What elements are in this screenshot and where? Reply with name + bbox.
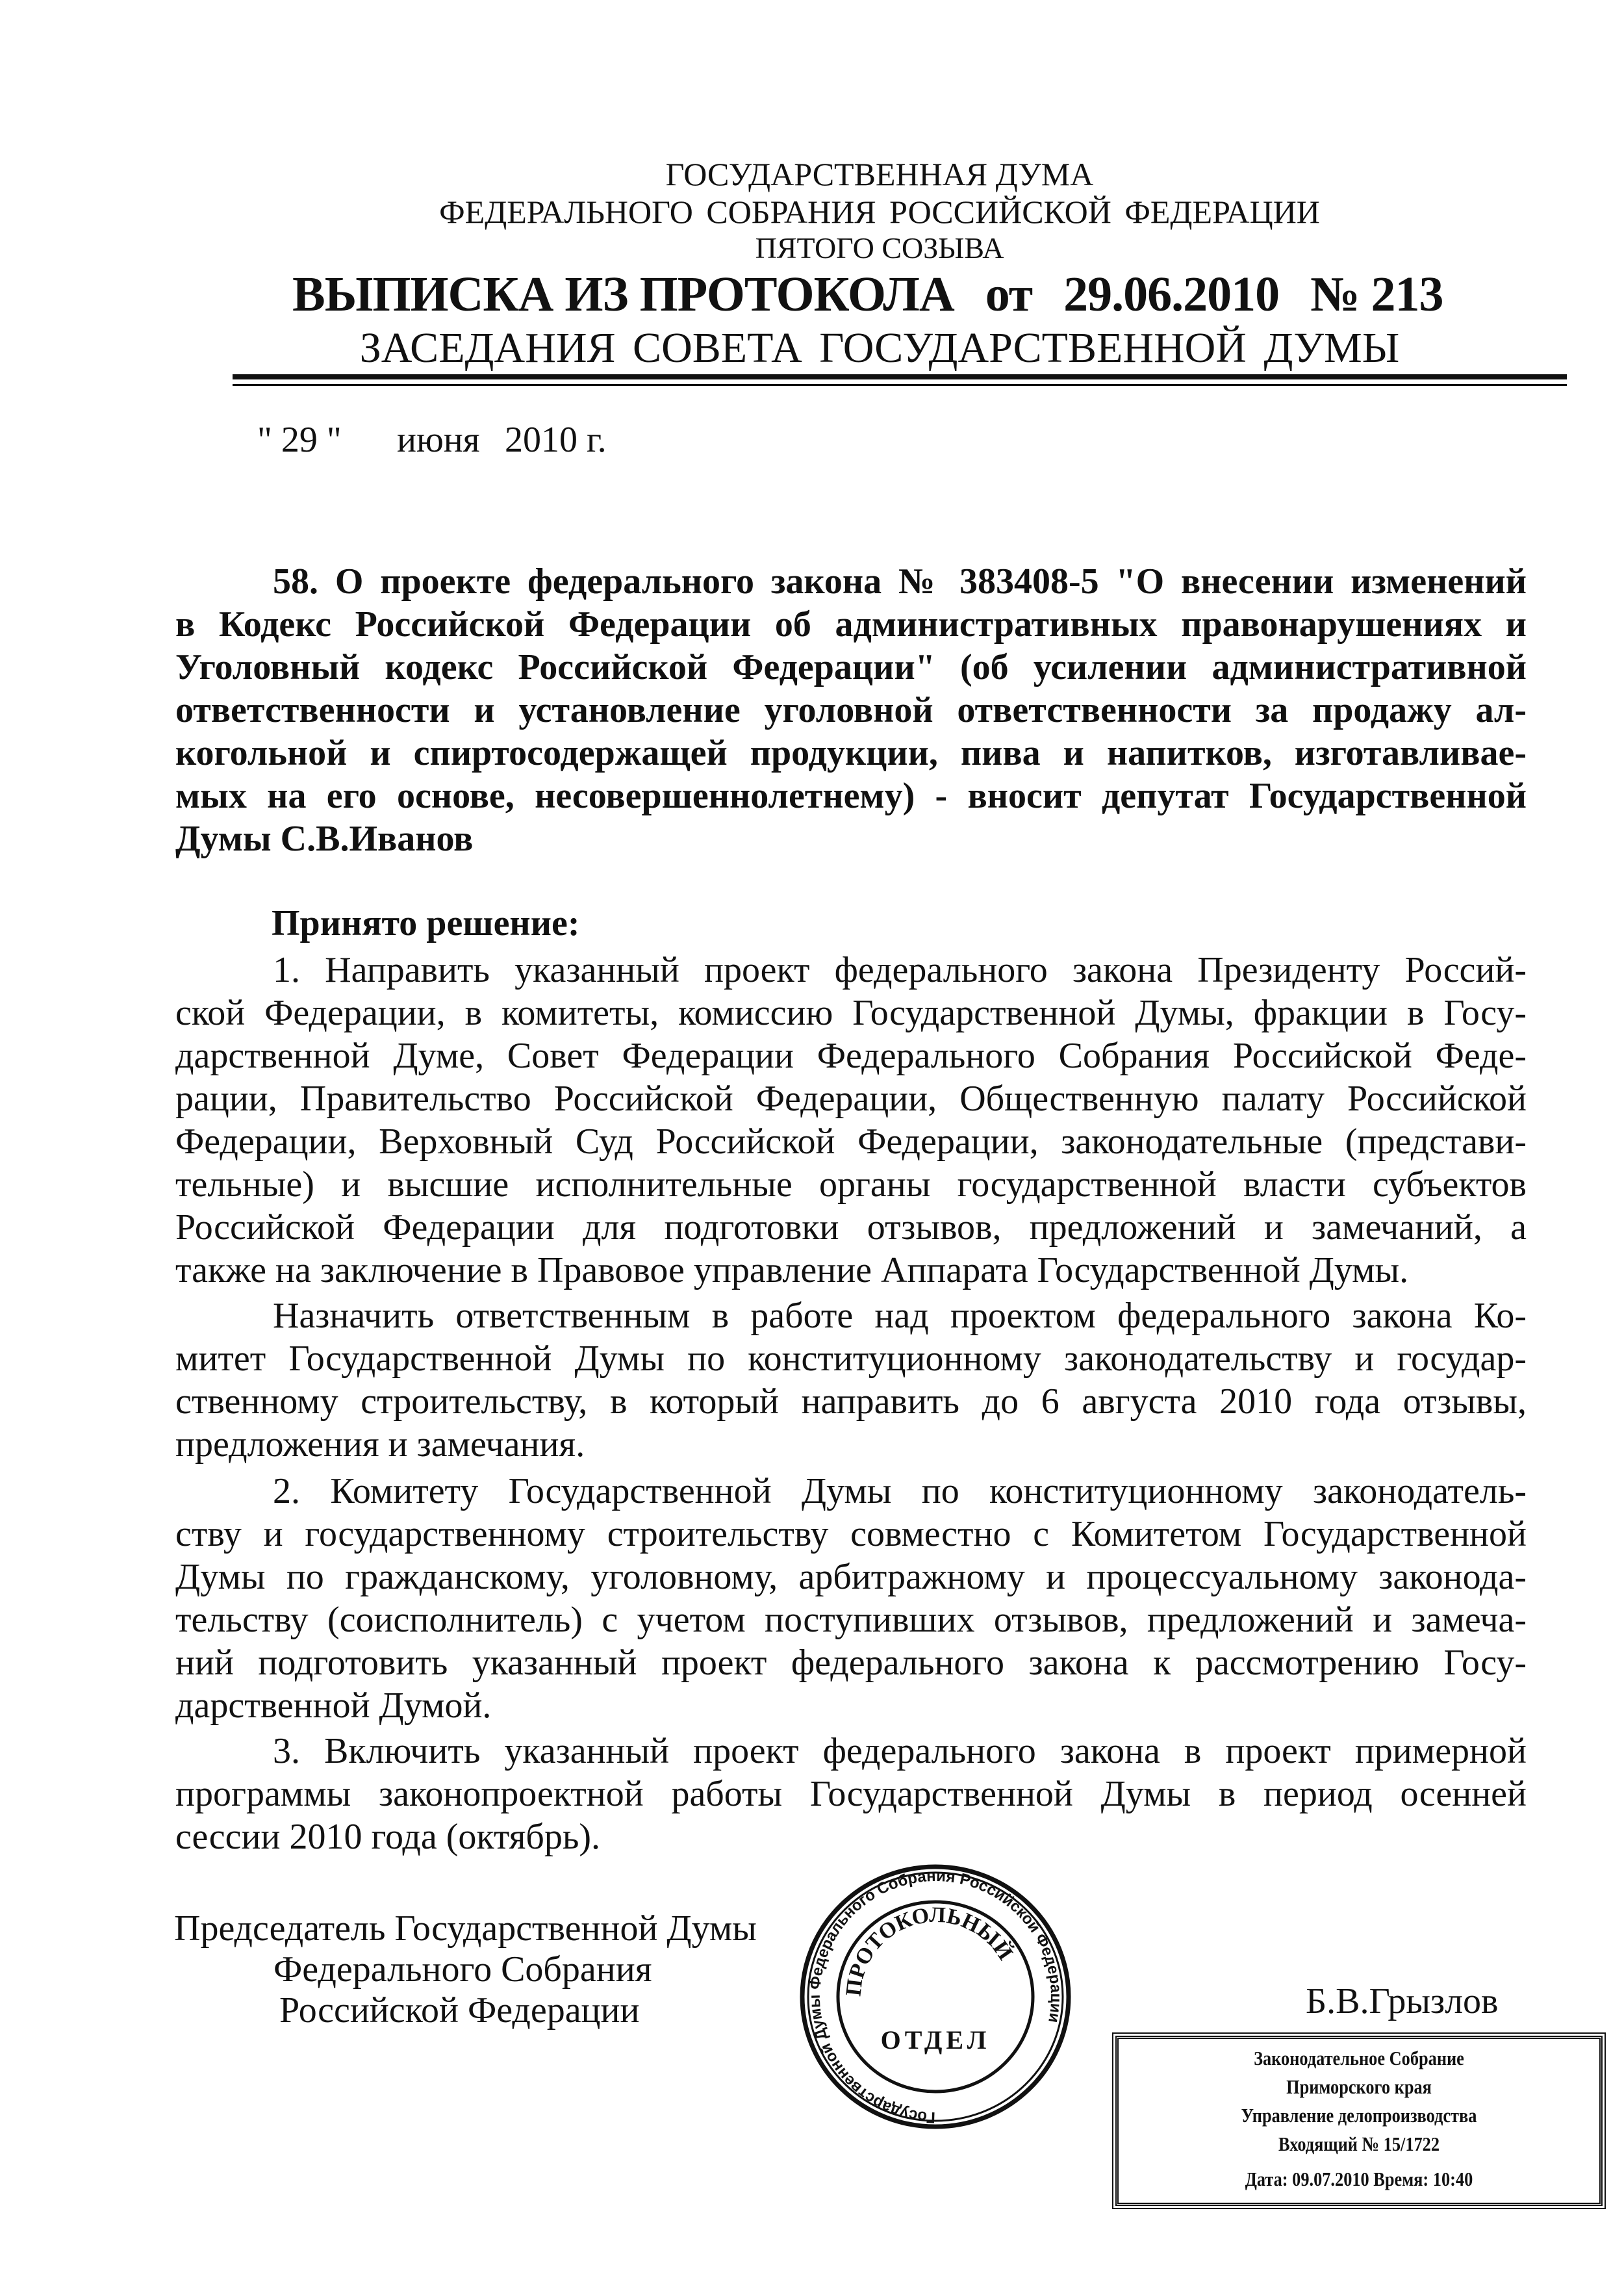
text-line: Уголовный кодекс Российской Федерации" (об усилении административной (175, 647, 1527, 687)
text-line: рации, Правительство Российской Федерации, Общественную палату Российской (175, 1079, 1527, 1119)
text-line: программы законопроектной работы Государственной Думы в период осенней (175, 1774, 1527, 1814)
signature-title-3: Российской Федерации (279, 1990, 640, 2030)
title-text: ВЫПИСКА ИЗ ПРОТОКОЛА (292, 267, 954, 322)
title-from: от (985, 267, 1033, 322)
header-line-2: ФЕДЕРАЛЬНОГО СОБРАНИЯ РОССИЙСКОЙ ФЕДЕРАЦИИ (439, 194, 1320, 230)
text-line: 3. Включить указанный проект федерального закона в проект примерной (273, 1731, 1527, 1771)
decision-point-2 (175, 1470, 1527, 1727)
header-rule-thick (233, 374, 1567, 379)
text-line: когольной и спиртосодержащей продукции, пива и напитков, изготавливае- (175, 733, 1527, 773)
text-line: ской Федерации, в комитеты, комиссию Государственной Думы, фракции в Госу- (175, 993, 1527, 1033)
date-year: 2010 г. (505, 420, 607, 460)
text-line: дарственной Думой. (175, 1685, 492, 1726)
document-subtitle: ЗАСЕДАНИЯ СОВЕТА ГОСУДАРСТВЕННОЙ ДУМЫ (359, 324, 1400, 372)
official-stamp (799, 1864, 1072, 2130)
signature-name: Б.В.Грызлов (1306, 1981, 1499, 2021)
decision-heading: Принято решение: (272, 903, 580, 943)
header-line-1: ГОСУДАРСТВЕННАЯ ДУМА (665, 156, 1094, 192)
incoming-registration-stamp (1115, 2036, 1603, 2206)
stamp-ring-text: Государственной Думы Федерального Собрания Российской Федерации (806, 1867, 1065, 2127)
text-line: ству и государственному строительству совместно с Комитетом Государственной (175, 1514, 1527, 1554)
text-line: 1. Направить указанный проект федерального закона Президенту Россий- (273, 950, 1527, 990)
text-line: ответственности и установление уголовной ответственности за продажу ал- (175, 690, 1527, 730)
box-line-3: Управление делопроизводства (1241, 2104, 1477, 2127)
text-line: Думы С.В.Иванов (175, 819, 474, 859)
text-line: ний подготовить указанный проект федерального закона к рассмотрению Госу- (175, 1643, 1527, 1683)
box-line-5: Дата: 09.07.2010 Время: 10:40 (1245, 2168, 1473, 2190)
text-line: сессии 2010 года (октябрь). (175, 1817, 601, 1857)
document-title (292, 266, 1462, 322)
date-day: " 29 " (257, 420, 342, 460)
text-line: тельству (соисполнитель) с учетом поступивших отзывов, предложений и замеча- (175, 1600, 1527, 1640)
decision-point-1 (175, 949, 1527, 1292)
text-line: ственному строительству, в который направить до 6 августа 2010 года отзывы, (175, 1381, 1527, 1422)
text-line: тельные) и высшие исполнительные органы государственной власти субъектов (175, 1164, 1527, 1205)
signature-title-2: Федерального Собрания (273, 1949, 652, 1990)
title-number: № 213 (1310, 267, 1443, 322)
text-line: предложения и замечания. (175, 1424, 585, 1465)
text-line: 58. О проекте федерального закона № 383408-5 "О внесении изменений (273, 561, 1527, 602)
decision-assign (175, 1294, 1527, 1466)
text-line: в Кодекс Российской Федерации об административных правонарушениях и (175, 604, 1527, 645)
text-line: Российской Федерации для подготовки отзывов, предложений и замечаний, а (175, 1207, 1527, 1248)
text-line: мых на его основе, несовершеннолетнему) - вносит депутат Государственной (175, 776, 1527, 816)
date-month: июня (397, 420, 480, 460)
header-line-3: ПЯТОГО СОЗЫВА (755, 231, 1004, 264)
text-line: дарственной Думе, Совет Федерации Федерального Собрания Российской Феде- (175, 1036, 1527, 1076)
title-date: 29.06.2010 (1063, 267, 1280, 322)
text-line: также на заключение в Правовое управление Аппарата Государственной Думы. (175, 1250, 1409, 1290)
stamp-arc-text: ПРОТОКОЛЬНЫЙ (841, 1902, 1018, 1997)
text-line: Федерации, Верховный Суд Российской Федерации, законодательные (представи- (175, 1121, 1527, 1162)
signature-title-1: Председатель Государственной Думы (174, 1908, 757, 1949)
header-rule-thin (233, 384, 1567, 386)
text-line: митет Государственной Думы по конституционному законодательству и государ- (175, 1339, 1527, 1379)
text-line: 2. Комитету Государственной Думы по конституционному законодатель- (273, 1471, 1527, 1511)
agenda-item-58 (175, 560, 1527, 860)
decision-point-3 (175, 1730, 1527, 1858)
box-line-1: Законодательное Собрание (1254, 2047, 1464, 2069)
box-line-4: Входящий № 15/1722 (1278, 2133, 1440, 2155)
text-line: Думы по гражданскому, уголовному, арбитражному и процессуальному законода- (175, 1557, 1527, 1597)
box-line-2: Приморского края (1286, 2075, 1432, 2098)
stamp-center-text: ОТДЕЛ (880, 2025, 991, 2055)
text-line: Назначить ответственным в работе над проектом федерального закона Ко- (273, 1296, 1527, 1336)
